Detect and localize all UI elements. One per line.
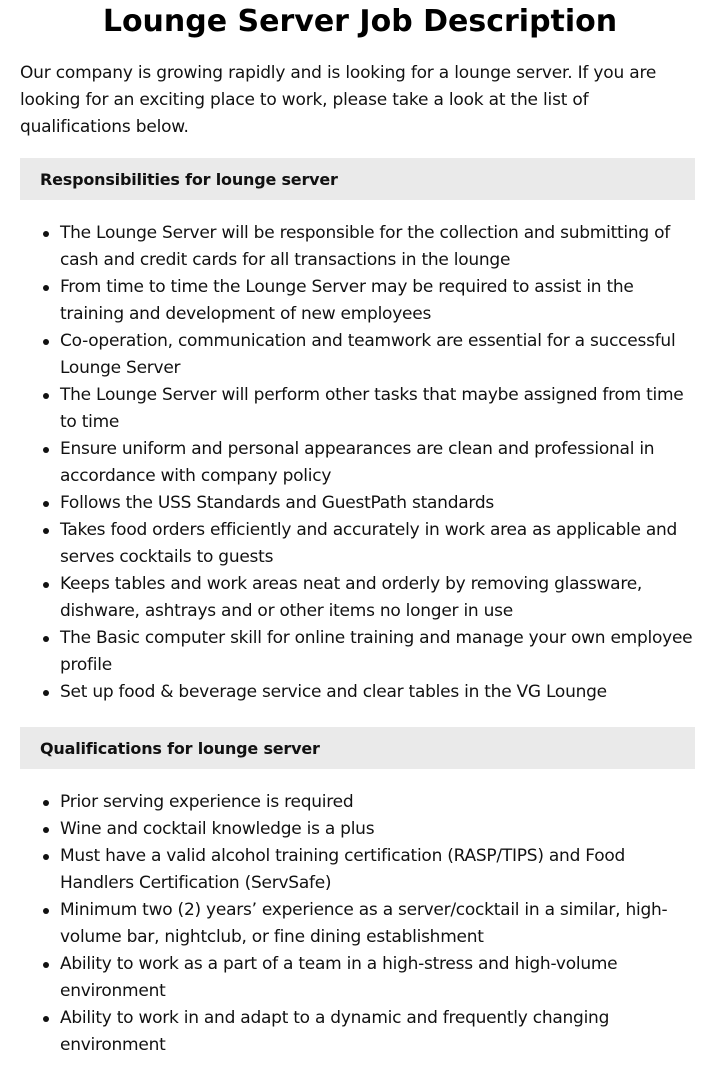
qualifications-heading: Qualifications for lounge server (40, 738, 320, 758)
list-item: Co-operation, communication and teamwork are essential for a successful Lounge Server (60, 328, 700, 382)
list-item: Follows the USS Standards and GuestPath standards (60, 490, 700, 517)
list-item: Minimum two (2) years’ experience as a server/cocktail in a similar, high-volume bar, nightclub, or fine dining establishment (60, 897, 700, 951)
page-title: Lounge Server Job Description (102, 4, 618, 39)
list-item: Wine and cocktail knowledge is a plus (60, 816, 700, 843)
responsibilities-list (0, 220, 720, 706)
list-item: The Lounge Server will be responsible for the collection and submitting of cash and credit cards for all transactions in the lounge (60, 220, 700, 274)
list-item: The Basic computer skill for online training and manage your own employee profile (60, 625, 700, 679)
responsibilities-header (20, 158, 695, 200)
qualifications-header (20, 727, 695, 769)
qualifications-list (0, 789, 720, 1059)
list-item: Ensure uniform and personal appearances are clean and professional in accordance with company policy (60, 436, 700, 490)
list-item: Keeps tables and work areas neat and orderly by removing glassware, dishware, ashtrays and or other items no longer in use (60, 571, 700, 625)
intro-paragraph: Our company is growing rapidly and is looking for a lounge server. If you are looking for an exciting place to work, please take a look at the list of qualifications below. (20, 63, 657, 137)
responsibilities-heading: Responsibilities for lounge server (40, 169, 338, 189)
list-item: Ability to work in and adapt to a dynamic and frequently changing environment (60, 1005, 700, 1059)
list-item: Ability to work as a part of a team in a high-stress and high-volume environment (60, 951, 700, 1005)
list-item: Set up food & beverage service and clear tables in the VG Lounge (60, 679, 700, 706)
list-item: Must have a valid alcohol training certification (RASP/TIPS) and Food Handlers Certification (ServSafe) (60, 843, 700, 897)
list-item: The Lounge Server will perform other tasks that maybe assigned from time to time (60, 382, 700, 436)
list-item: Prior serving experience is required (60, 789, 700, 816)
list-item: Takes food orders efficiently and accurately in work area as applicable and serves cocktails to guests (60, 517, 700, 571)
list-item: From time to time the Lounge Server may be required to assist in the training and development of new employees (60, 274, 700, 328)
